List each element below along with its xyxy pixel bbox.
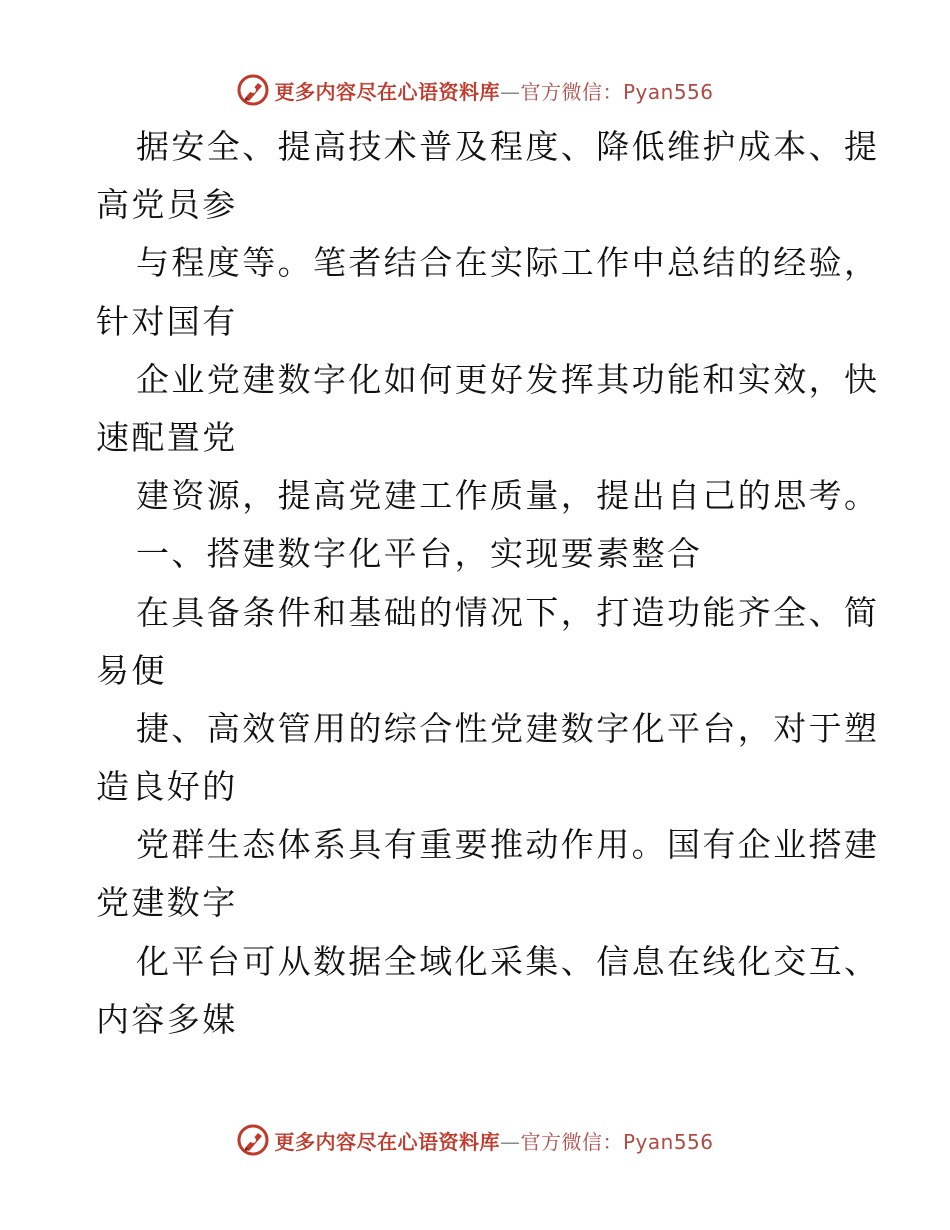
text-line: 捷、高效管用的综合性党建数字化平台，对于塑	[136, 708, 880, 748]
text-line: 速配置党	[96, 417, 238, 457]
promo-text: 更多内容尽在心语资料库	[274, 79, 500, 104]
text-line: 在具备条件和基础的情况下，打造功能齐全、简	[136, 592, 880, 632]
text-line: 据安全、提高技术普及程度、降低维护成本、提	[136, 127, 880, 166]
text-line: 建资源，提高党建工作质量，提出自己的思考。	[136, 476, 880, 516]
promo-dash: —	[499, 1129, 521, 1154]
pen-logo-icon	[236, 73, 270, 107]
text-line: 易便	[96, 650, 167, 690]
section-heading: 一、搭建数字化平台，实现要素整合	[136, 534, 703, 574]
promo-dash: —	[499, 79, 521, 104]
pen-logo-icon	[236, 1123, 270, 1157]
wechat-id: Pyan556	[622, 79, 714, 104]
text-line: 化平台可从数据全域化采集、信息在线化交互、	[136, 941, 880, 981]
text-line: 造良好的	[96, 767, 238, 807]
text-line: 党群生态体系具有重要推动作用。国有企业搭建	[136, 825, 880, 865]
document-body	[96, 118, 880, 1049]
footer-banner	[0, 1120, 950, 1160]
wechat-label: 官方微信：	[520, 79, 623, 104]
wechat-id: Pyan556	[622, 1129, 714, 1154]
text-line: 企业党建数字化如何更好发挥其功能和实效，快	[136, 359, 880, 399]
wechat-label: 官方微信：	[520, 1129, 623, 1154]
footer-banner-text	[274, 1126, 713, 1155]
text-line: 高党员参	[96, 185, 238, 225]
text-line: 针对国有	[96, 301, 238, 341]
header-banner-text	[274, 76, 713, 105]
text-line: 党建数字	[96, 883, 238, 923]
text-line: 与程度等。笔者结合在实际工作中总结的经验，	[136, 243, 880, 283]
header-banner	[0, 70, 950, 110]
promo-text: 更多内容尽在心语资料库	[274, 1129, 500, 1154]
text-line: 内容多媒	[96, 999, 238, 1039]
